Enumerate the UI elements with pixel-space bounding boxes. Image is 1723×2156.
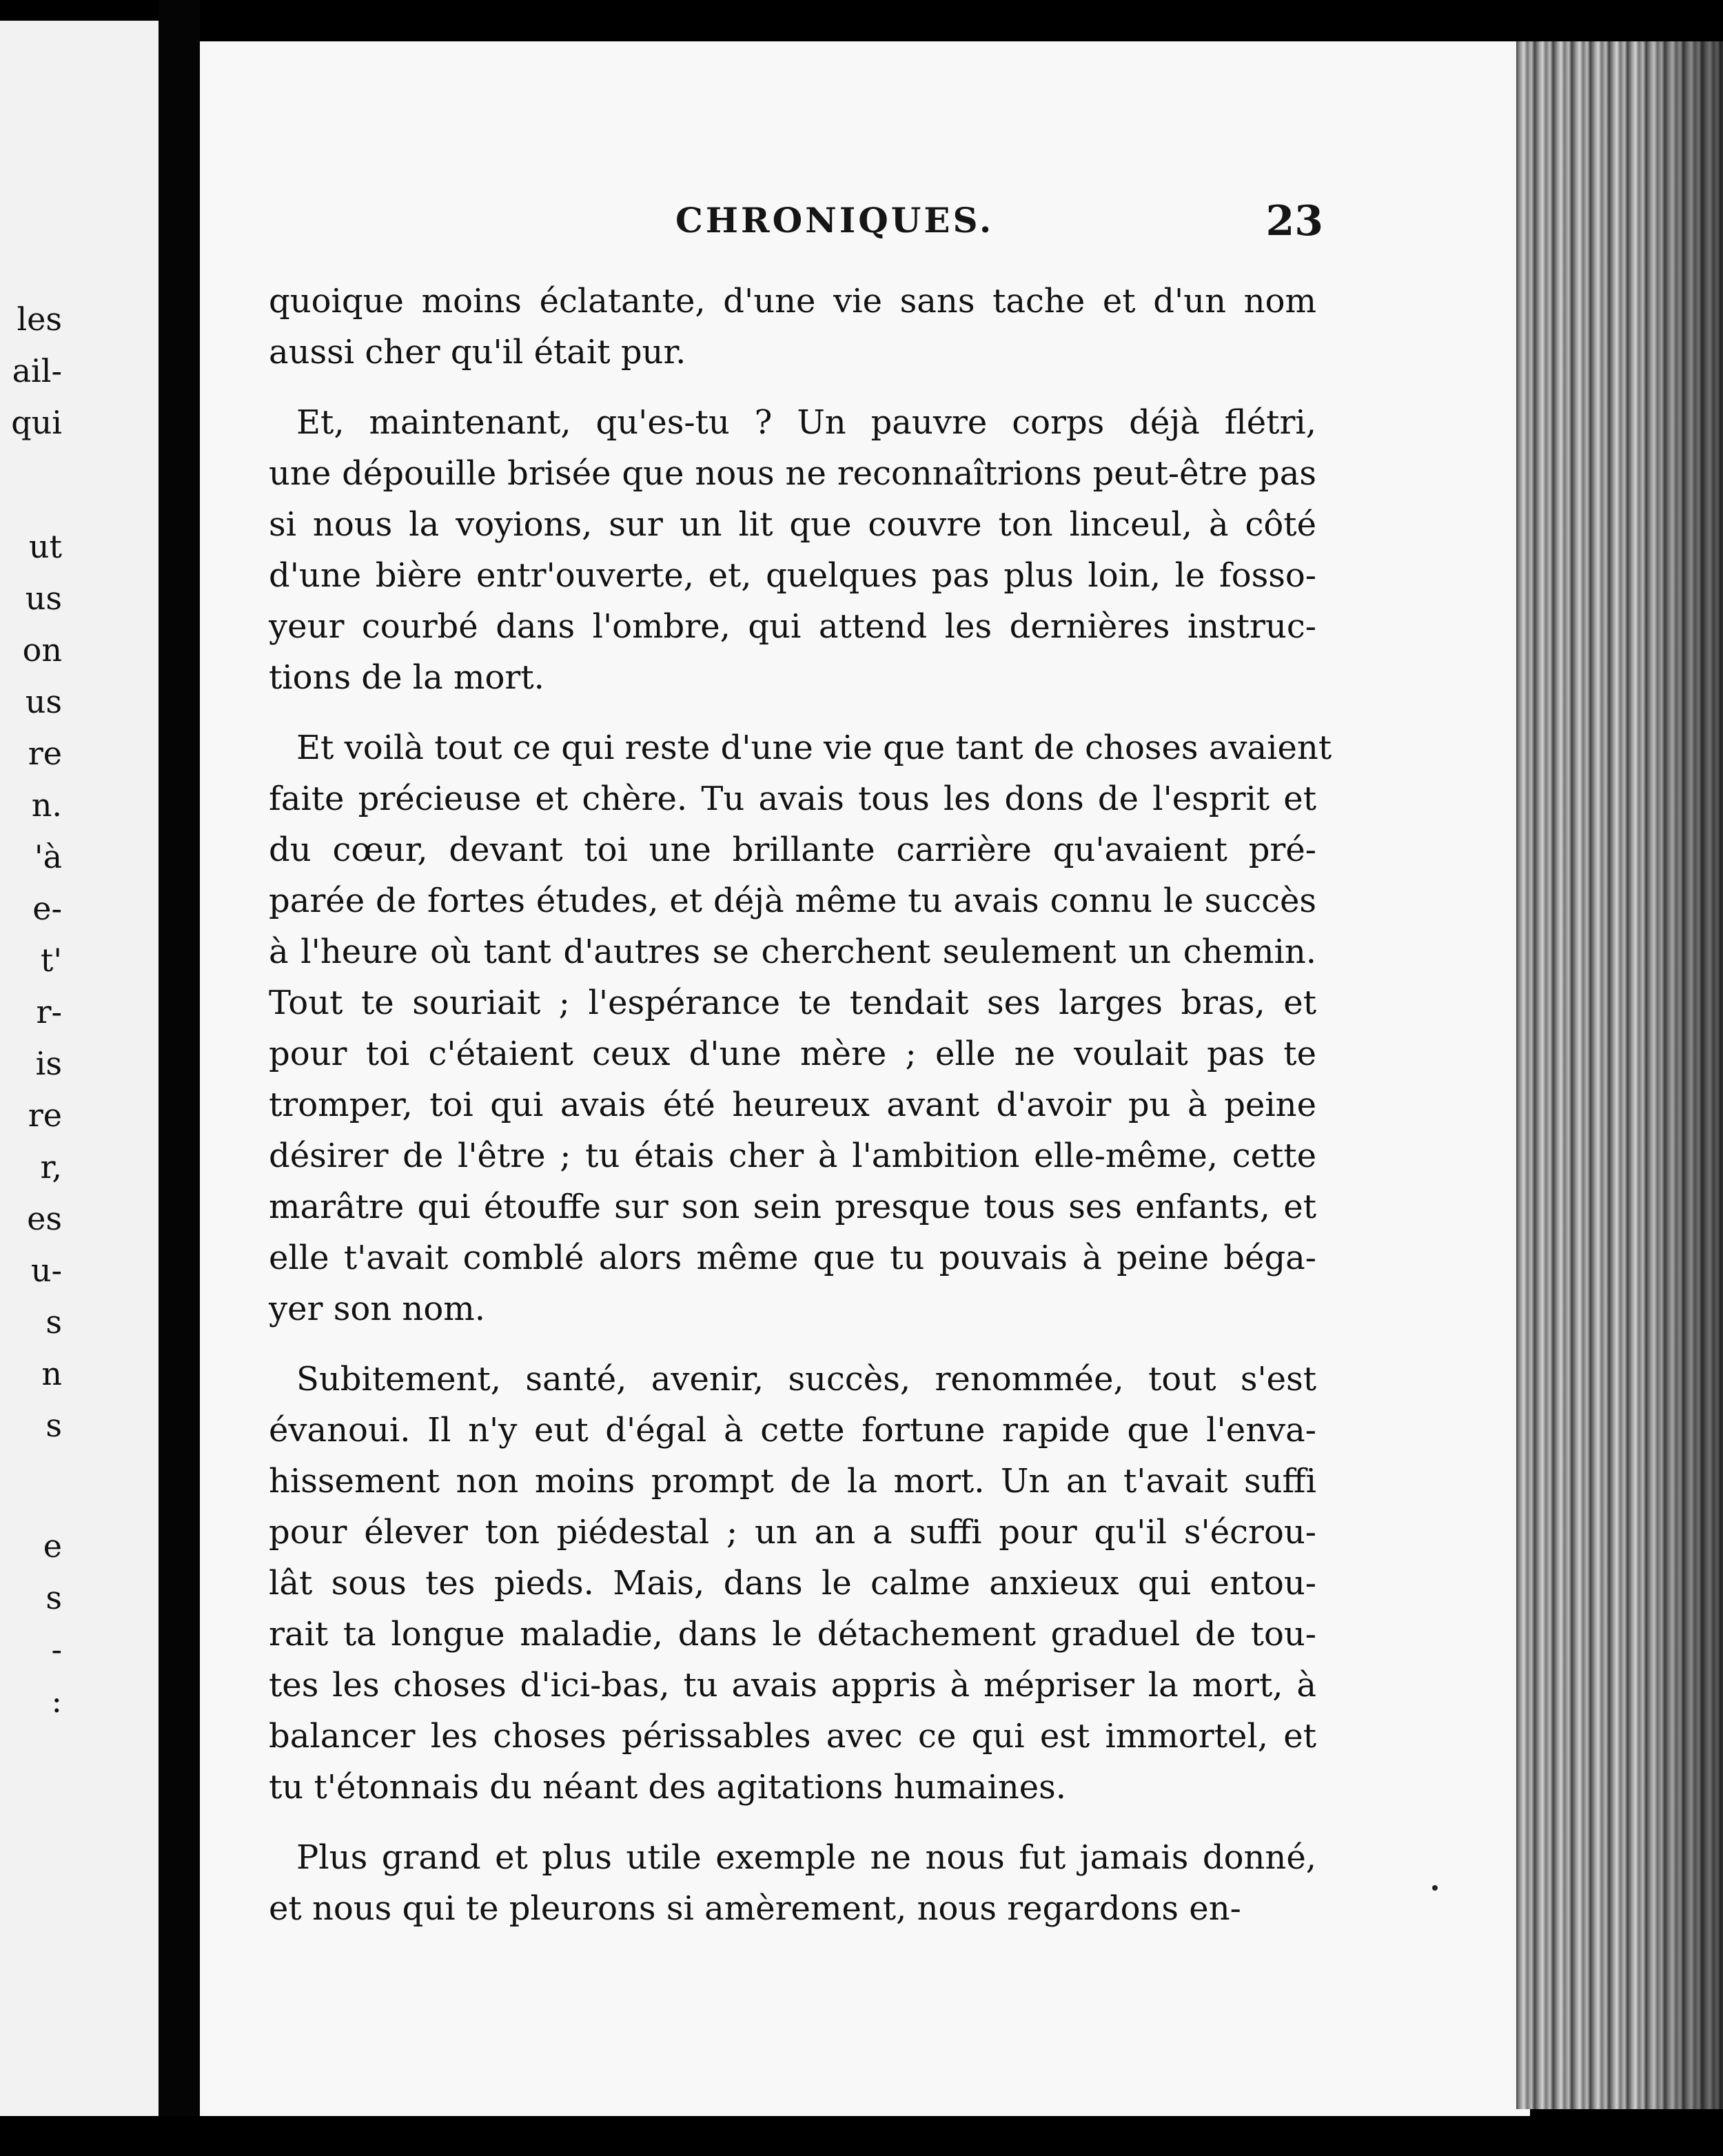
running-head: CHRONIQUES. — [675, 200, 995, 241]
text-line: pour toi c'étaient ceux d'une mère ; elle ne voulait pas te — [269, 1035, 1316, 1073]
left-page-fragment: r, — [40, 1148, 62, 1186]
text-line: désirer de l'être ; tu étais cher à l'ambition elle-même, cette — [269, 1137, 1316, 1175]
text-line: tions de la mort. — [269, 658, 544, 697]
text-line: quoique moins éclatante, d'une vie sans tache et d'un nom — [269, 282, 1316, 321]
book-gutter — [159, 0, 200, 2156]
left-page-fragment: u- — [30, 1252, 62, 1289]
left-page-fragment: t' — [40, 942, 62, 979]
text-line: aussi cher qu'il était pur. — [269, 333, 686, 372]
paragraph — [269, 1832, 1316, 1934]
text-line: tu t'étonnais du néant des agitations humaines. — [269, 1768, 1067, 1807]
left-page-fragment: e — [43, 1527, 62, 1565]
text-line: lât sous tes pieds. Mais, dans le calme anxieux qui entou- — [269, 1564, 1316, 1603]
text-line: marâtre qui étouffe sur son sein presque tous ses enfants, et — [269, 1188, 1316, 1226]
text-line: une dépouille brisée que nous ne reconnaîtrions peut-être pas — [269, 454, 1316, 493]
left-page-fragment: es — [27, 1200, 62, 1237]
left-page-fragment: e- — [32, 890, 62, 927]
text-line: yer son nom. — [269, 1290, 486, 1328]
text-line: si nous la voyions, sur un lit que couvre ton linceul, à côté — [269, 505, 1316, 544]
text-line: yeur courbé dans l'ombre, qui attend les dernières instruc- — [269, 607, 1316, 646]
text-line: balancer les choses périssables avec ce qui est immortel, et — [269, 1717, 1316, 1756]
bottom-margin — [0, 2116, 1723, 2156]
page-header — [289, 197, 1323, 255]
text-line: Tout te souriait ; l'espérance te tendait ses larges bras, et — [269, 984, 1316, 1022]
paragraph — [269, 722, 1332, 1334]
text-line: tromper, toi qui avais été heureux avant d'avoir pu à peine — [269, 1086, 1316, 1124]
left-page-fragment: les — [17, 301, 62, 338]
text-line: et nous qui te pleurons si amèrement, nous regardons en- — [269, 1889, 1241, 1928]
left-page-fragment: 'à — [34, 838, 62, 875]
left-page-fragment: qui — [11, 404, 62, 441]
body-text — [269, 276, 1332, 1953]
left-page-fragment: re — [28, 1097, 62, 1134]
text-line: elle t'avait comblé alors même que tu pouvais à peine béga- — [269, 1239, 1316, 1277]
paragraph — [269, 397, 1316, 703]
left-page-fragment: : — [51, 1682, 62, 1720]
text-line: pour élever ton piédestal ; un an a suffi pour qu'il s'écrou- — [269, 1513, 1316, 1552]
text-line: rait ta longue maladie, dans le détachement graduel de tou- — [269, 1615, 1316, 1654]
left-page-fragment: ail- — [12, 352, 62, 389]
text-line: parée de fortes études, et déjà même tu avais connu le succès — [269, 882, 1316, 920]
text-line: d'une bière entr'ouverte, et, quelques pas plus loin, le fosso- — [269, 556, 1316, 595]
left-page — [0, 21, 159, 2116]
left-page-fragment: n. — [31, 786, 62, 824]
text-line: Plus grand et plus utile exemple ne nous fut jamais donné, — [296, 1838, 1316, 1877]
left-page-fragment: r- — [36, 993, 62, 1030]
text-line: tes les choses d'ici-bas, tu avais appris à mépriser la mort, à — [269, 1666, 1316, 1705]
text-line: Et voilà tout ce qui reste d'une vie que tant de choses avaient — [296, 729, 1332, 767]
text-line: Et, maintenant, qu'es-tu ? Un pauvre corps déjà flétri, — [296, 403, 1316, 442]
paragraph — [269, 1354, 1316, 1813]
left-page-fragment: n — [41, 1355, 62, 1392]
text-line: évanoui. Il n'y eut d'égal à cette fortune rapide que l'enva- — [269, 1411, 1316, 1450]
left-page-fragment: re — [28, 735, 62, 772]
left-page-fragment: s — [45, 1579, 62, 1616]
page-edges-shadow — [1640, 41, 1723, 2109]
left-page-fragment: on — [22, 631, 62, 669]
text-line: à l'heure où tant d'autres se cherchent seulement un chemin. — [269, 933, 1316, 971]
left-page-fragment: - — [51, 1631, 62, 1668]
text-line: Subitement, santé, avenir, succès, renommée, tout s'est — [296, 1360, 1316, 1399]
text-line: faite précieuse et chère. Tu avais tous les dons de l'esprit et — [269, 780, 1316, 818]
left-page-fragment: us — [25, 683, 62, 720]
margin-mark — [1432, 1885, 1438, 1891]
left-page-fragment: ut — [28, 528, 62, 565]
left-page-fragment: s — [45, 1407, 62, 1444]
text-line: hissement non moins prompt de la mort. Un an t'avait suffi — [269, 1462, 1316, 1501]
page-number: 23 — [1265, 197, 1323, 245]
left-page-fragment: s — [45, 1303, 62, 1341]
left-page-fragment: is — [35, 1045, 62, 1082]
left-page-fragment: us — [25, 580, 62, 617]
paragraph — [269, 276, 1316, 378]
text-line: du cœur, devant toi une brillante carrière qu'avaient pré- — [269, 831, 1316, 869]
